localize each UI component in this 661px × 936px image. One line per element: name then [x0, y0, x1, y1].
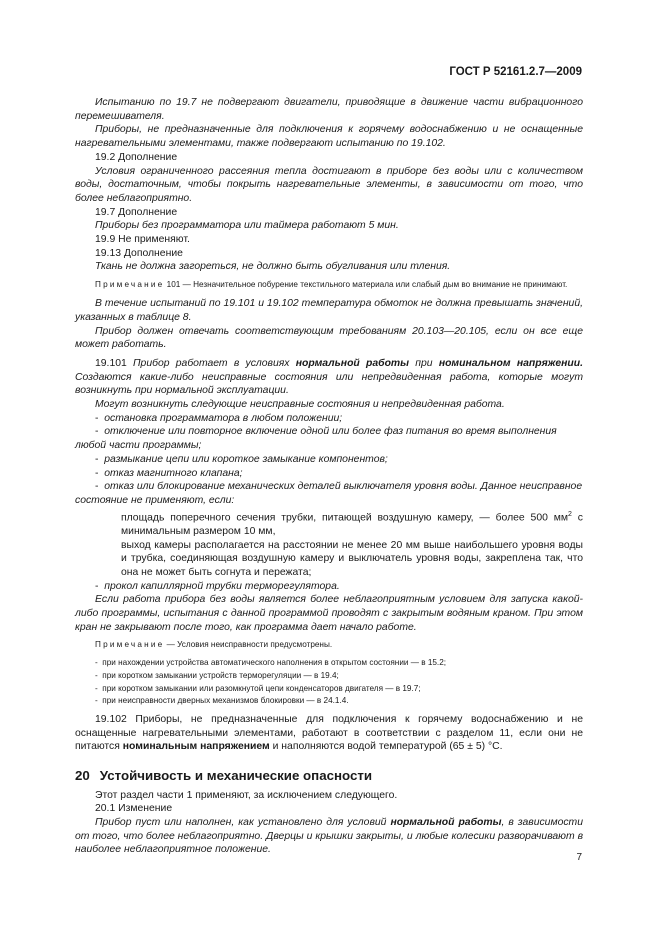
note-101: [75, 279, 583, 291]
term-rated-voltage: номинальном напряжении.: [438, 357, 583, 369]
list-item: - прокол капиллярной трубки терморегулятора.: [95, 580, 340, 592]
list-item: - остановка программатора в любом положении;: [95, 412, 343, 424]
note-101-text: 101 — Незначительное побурение текстильного материала или слабый дым во внимание не принимают.: [166, 280, 568, 290]
note-list-item: - при нахождении устройства автоматического наполнения в открытом состоянии — в 15.2;: [95, 658, 447, 668]
section-20-intro: Этот раздел части 1 применяют, за исключением следующего.: [95, 789, 398, 801]
condition-tube-area: площадь поперечного сечения трубки, питающей воздушную камеру, — более 500 $мм^2$ с минимальным размером 10 мм,: [121, 510, 584, 537]
clause-19-13-text: Ткань не должна загореться, не должно быть обугливания или тления.: [95, 261, 451, 273]
paragraph-no-water: Если работа прибора без воды является более неблагоприятным условием для запуска какой-либо программы, испытания с данной программой проводят с закрытым водяным краном. При этом кран не закрывают после того, как программа дает начало работе.: [75, 594, 583, 633]
paragraph-non-hot-water: Приборы, не предназначенные для подключения к горячему водоснабжению и не оснащенные нагревательными элементами, также подвергают испытанию по 19.102.: [75, 124, 583, 150]
clause-19-2-heading: 19.2 Дополнение: [95, 151, 178, 163]
term-rated-voltage: номинальным напряжением: [122, 741, 270, 753]
clause-19-13-heading: 19.13 Дополнение: [95, 247, 183, 259]
clause-20-1-text: Прибор пуст или наполнен, как установлено для условий нормальной работы, в зависимости от того, что более неблагоприятно. Дверцы и крышки закрыты, и любые колесики разворачивают в наиболее неблагоприятное положение.: [75, 817, 583, 856]
term-normal-operation: нормальной работы: [390, 817, 502, 829]
paragraph-winding-temp: В течение испытаний по 19.101 и 19.102 температура обмоток не должна превышать значений, указанных в таблице 8.: [75, 298, 583, 323]
clause-19-101-number: 19.101: [95, 357, 127, 369]
note-list-item: - при неисправности дверных механизмов блокировки — в 24.1.4.: [95, 696, 349, 706]
clause-19-9-heading: 19.9 Не применяют.: [95, 234, 190, 246]
paragraph-faults-intro: Могут возникнуть следующие неисправные состояния и непредвиденная работа.: [95, 399, 505, 411]
page-number: 7: [576, 852, 582, 863]
paragraph-motors-test: Испытанию по 19.7 не подвергают двигатели, приводящие в движение части вибрационного перемешивателя.: [75, 97, 583, 122]
clause-19-101: 19.101 Прибор работает в условиях нормальной работы при номинальном напряжении. Создаются какие-либо неисправные состояния или непредвиденная работа, которые могут возникнуть при нормальной эксплуатации.: [75, 357, 583, 397]
clause-19-7-heading: 19.7 Дополнение: [95, 206, 178, 218]
section-20-title: Устойчивость и механические опасности: [99, 767, 373, 783]
clause-19-7-text: Приборы без программатора или таймера работают 5 мин.: [95, 220, 399, 232]
list-item: - отказ магнитного клапана;: [95, 467, 243, 479]
note-list-item: - при коротком замыкании или разомкнутой цепи конденсаторов двигателя — в 19.7;: [95, 683, 421, 693]
note-fault-conditions: Примечание — Условия неисправности предусмотрены.: [95, 640, 333, 650]
term-normal-operation: нормальной работы: [295, 357, 410, 369]
note-101-label: Примечание: [95, 280, 165, 290]
note-label: Примечание: [95, 640, 165, 650]
section-20-number: 20: [75, 767, 90, 783]
section-20-heading: [75, 769, 583, 783]
clause-20-1-heading: 20.1 Изменение: [95, 803, 173, 815]
clause-19-102: 19.102 Приборы, не предназначенные для подключения к горячему водоснабжению и не оснащенные нагревательными элементами, работают в соответствии с разделом 11, если они не питаются номинальным напряжением и наполняются водой температурой (65 ± 5) °С.: [75, 713, 583, 753]
list-item: - отключение или повторное включение одной или более фаз питания во время выполнения любой части программы;: [75, 426, 557, 452]
note-list-item: - при коротком замыкании устройств терморегуляции — в 19.4;: [95, 671, 339, 681]
list-item: - отказ или блокирование механических деталей выключателя уровня воды. Данное неисправное состояние не применяют, если:: [75, 481, 583, 506]
paragraph-requirements: Прибор должен отвечать соответствующим требованиям 20.103—20.105, если он все еще может работать.: [75, 325, 583, 351]
list-item: - размыкание цепи или короткое замыкание компонентов;: [95, 453, 388, 465]
clause-19-2-text: Условия ограниченного рассеяния тепла достигают в приборе без воды или с количеством воды, достаточным, чтобы покрыть нагревательные элементы, в зависимости от того, что более неблагоприятно.: [75, 165, 583, 204]
condition-chamber-outlet: выход камеры располагается на расстоянии не менее 20 мм выше наибольшего уровня воды и трубка, соединяющая воздушную камеру и выключатель уровня воды, закреплена так, что она не может быть согнута и пережата;: [121, 539, 583, 578]
document-id-header: ГОСТ Р 52161.2.7—2009: [449, 66, 582, 78]
document-body: [75, 96, 583, 857]
